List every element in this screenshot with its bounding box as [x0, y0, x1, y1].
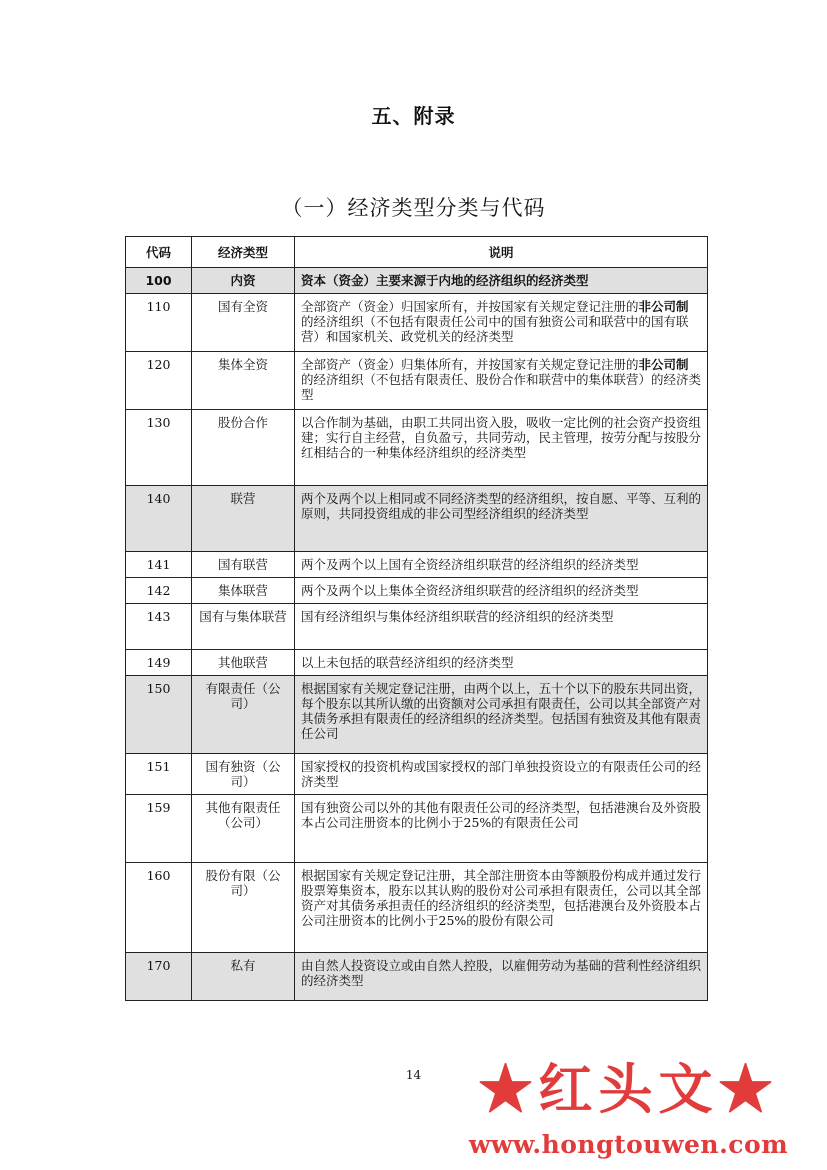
table-row: [126, 676, 708, 754]
cell-type: 联营: [192, 486, 295, 552]
table-row: [126, 486, 708, 552]
table-row: [126, 552, 708, 578]
cell-description: [295, 486, 708, 552]
table-row: [126, 754, 708, 795]
cell-code: 143: [126, 604, 192, 650]
watermark-brand: ★红头文★: [478, 1057, 779, 1121]
description-text: 的经济组织（不包括有限责任公司中的国有独资公司和联营中的国有联营）和国家机关、政党机关的经济类型: [301, 314, 689, 344]
cell-type: 内资: [192, 268, 295, 294]
table-row: [126, 795, 708, 863]
section-title: （一）经济类型分类与代码: [281, 196, 546, 220]
cell-description: [295, 410, 708, 486]
description-text: 国有经济组织与集体经济组织联营的经济组织的经济类型: [301, 609, 614, 624]
cell-code: 160: [126, 863, 192, 953]
description-text: 资本（资金）主要来源于内地的经济组织的经济类型: [301, 273, 589, 288]
cell-code: 170: [126, 953, 192, 1001]
cell-description: [295, 578, 708, 604]
cell-description: [295, 953, 708, 1001]
cell-type: 私有: [192, 953, 295, 1001]
cell-description: [295, 268, 708, 294]
table-row: [126, 863, 708, 953]
page-title: 五、附录: [371, 104, 456, 128]
table-row: [126, 578, 708, 604]
cell-code: 151: [126, 754, 192, 795]
table-header-row: [126, 237, 708, 268]
economic-type-table: [125, 236, 708, 1001]
cell-description: [295, 352, 708, 410]
description-text: 以上未包括的联营经济组织的经济类型: [301, 655, 514, 670]
cell-description: [295, 676, 708, 754]
cell-type: 国有全资: [192, 294, 295, 352]
cell-type: 集体全资: [192, 352, 295, 410]
description-text: 两个及两个以上国有全资经济组织联营的经济组织的经济类型: [301, 557, 639, 572]
header-code: 代码: [126, 237, 192, 268]
cell-type: 国有联营: [192, 552, 295, 578]
cell-code: 149: [126, 650, 192, 676]
cell-code: 100: [126, 268, 192, 294]
cell-description: [295, 795, 708, 863]
cell-code: 120: [126, 352, 192, 410]
cell-code: 142: [126, 578, 192, 604]
watermark: [430, 1048, 827, 1170]
cell-code: 159: [126, 795, 192, 863]
description-text: 国家授权的投资机构或国家授权的部门单独投资设立的有限责任公司的经济类型: [301, 759, 702, 789]
cell-code: 130: [126, 410, 192, 486]
cell-description: [295, 604, 708, 650]
description-text: 根据国家有关规定登记注册，由两个以上，五十个以下的股东共同出资，每个股东以其所认缴的出资额对公司承担有限责任，公司以其全部资产对其债务承担有限责任的经济组织的经济类型。包括国有独资及其他有限责任公司: [301, 681, 702, 741]
table-row: [126, 268, 708, 294]
cell-type: 股份合作: [192, 410, 295, 486]
description-emphasis: 非公司制: [638, 357, 689, 372]
table-row: [126, 604, 708, 650]
description-text: 两个及两个以上集体全资经济组织联营的经济组织的经济类型: [301, 583, 639, 598]
table-row: [126, 294, 708, 352]
cell-type: 其他联营: [192, 650, 295, 676]
table-row: [126, 650, 708, 676]
cell-type: 其他有限责任（公司）: [192, 795, 295, 863]
description-text: 根据国家有关规定登记注册，其全部注册资本由等额股份构成并通过发行股票筹集资本，股东以其认购的股份对公司承担有限责任，公司以其全部资产对其债务承担责任的经济组织的经济类型，包括港澳台及外资股本占公司注册资本的比例小于25%的股份有限公司: [301, 868, 702, 928]
description-text: 国有独资公司以外的其他有限责任公司的经济类型，包括港澳台及外资股本占公司注册资本的比例小于25%的有限责任公司: [301, 800, 702, 830]
watermark-url: www.hongtouwen.com: [468, 1130, 789, 1159]
description-text: 全部资产（资金）归集体所有，并按国家有关规定登记注册的: [301, 357, 639, 372]
cell-type: 国有独资（公司）: [192, 754, 295, 795]
header-type: 经济类型: [192, 237, 295, 268]
table-row: [126, 352, 708, 410]
table-row: [126, 410, 708, 486]
description-text: 两个及两个以上相同或不同经济类型的经济组织，按自愿、平等、互利的原则，共同投资组成的非公司型经济组织的经济类型: [301, 491, 702, 521]
cell-type: 有限责任（公司）: [192, 676, 295, 754]
cell-type: 集体联营: [192, 578, 295, 604]
description-text: 全部资产（资金）归国家所有，并按国家有关规定登记注册的: [301, 299, 639, 314]
cell-description: [295, 552, 708, 578]
cell-code: 140: [126, 486, 192, 552]
cell-code: 141: [126, 552, 192, 578]
cell-type: 国有与集体联营: [192, 604, 295, 650]
table-row: [126, 953, 708, 1001]
cell-code: 110: [126, 294, 192, 352]
cell-code: 150: [126, 676, 192, 754]
cell-type: 股份有限（公司）: [192, 863, 295, 953]
description-text: 由自然人投资设立或由自然人控股，以雇佣劳动为基础的营利性经济组织的经济类型: [301, 958, 702, 988]
header-description: 说明: [295, 237, 708, 268]
cell-description: [295, 294, 708, 352]
cell-description: [295, 863, 708, 953]
description-emphasis: 非公司制: [638, 299, 689, 314]
page-number: 14: [405, 1068, 422, 1082]
description-text: 的经济组织（不包括有限责任、股份合作和联营中的集体联营）的经济类型: [301, 372, 702, 402]
cell-description: [295, 754, 708, 795]
description-text: 以合作制为基础，由职工共同出资入股，吸收一定比例的社会资产投资组建；实行自主经营，自负盈亏，共同劳动，民主管理，按劳分配与按股分红相结合的一种集体经济组织的经济类型: [301, 415, 702, 460]
cell-description: [295, 650, 708, 676]
